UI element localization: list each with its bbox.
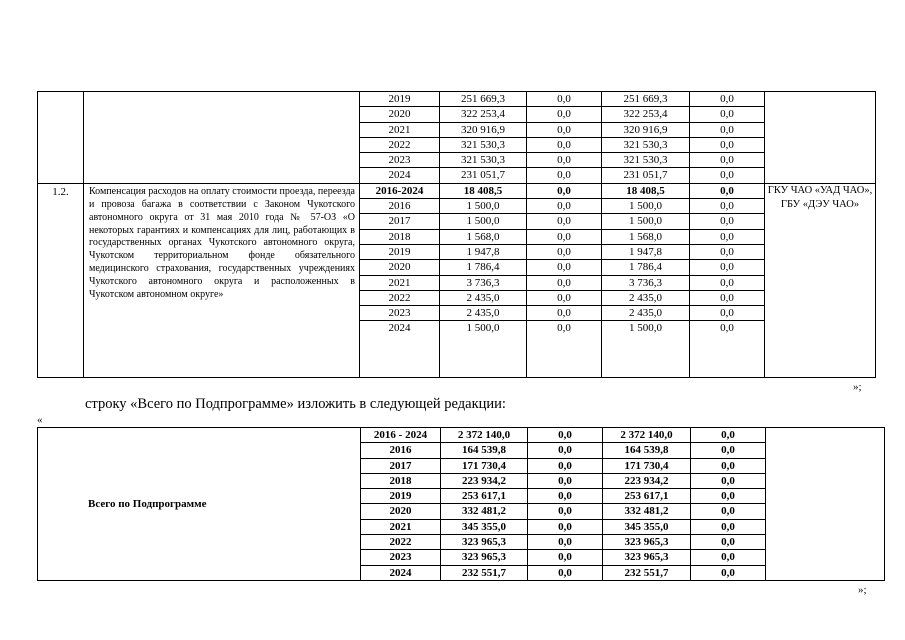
district-budget-cell: 251 669,3	[602, 92, 690, 107]
year-cell: 2017	[360, 214, 440, 229]
year-cell: 2023	[360, 153, 440, 168]
open-quote: «	[37, 414, 43, 426]
year-cell: 2018	[360, 229, 440, 244]
district-budget-cell: 171 730,4	[603, 458, 691, 473]
total-amount-cell: 251 669,3	[440, 92, 527, 107]
table-row	[38, 428, 885, 443]
total-amount-cell: 323 965,3	[441, 550, 528, 565]
other-sources-cell: 0,0	[691, 458, 766, 473]
executor-cell	[765, 92, 876, 184]
other-sources-cell: 0,0	[690, 153, 765, 168]
year-cell: 2016	[360, 199, 440, 214]
close-quote-2: »;	[858, 584, 867, 596]
other-sources-cell: 0,0	[691, 504, 766, 519]
row-number-cell	[38, 92, 84, 184]
federal-budget-cell: 0,0	[528, 443, 603, 458]
year-cell: 2016-2024	[360, 183, 440, 198]
total-amount-cell: 164 539,8	[441, 443, 528, 458]
year-cell: 2023	[361, 550, 441, 565]
year-cell: 2021	[360, 122, 440, 137]
other-sources-cell: 0,0	[690, 107, 765, 122]
federal-budget-cell: 0,0	[528, 428, 603, 443]
district-budget-cell: 2 435,0	[602, 306, 690, 321]
federal-budget-cell: 0,0	[528, 458, 603, 473]
district-budget-cell: 253 617,1	[603, 489, 691, 504]
other-sources-cell: 0,0	[691, 473, 766, 488]
total-amount-cell: 323 965,3	[441, 535, 528, 550]
other-sources-cell: 0,0	[690, 137, 765, 152]
year-cell: 2022	[361, 535, 441, 550]
district-budget-cell: 1 500,0	[602, 214, 690, 229]
federal-budget-cell: 0,0	[527, 229, 602, 244]
federal-budget-cell: 0,0	[527, 321, 602, 378]
district-budget-cell: 164 539,8	[603, 443, 691, 458]
executor-cell	[766, 428, 885, 581]
year-cell: 2021	[361, 519, 441, 534]
other-sources-cell: 0,0	[691, 428, 766, 443]
total-amount-cell: 1 947,8	[440, 244, 527, 259]
year-cell: 2016	[361, 443, 441, 458]
instruction-sentence: строку «Всего по Подпрограмме» изложить в следующей редакции:	[85, 396, 506, 412]
federal-budget-cell: 0,0	[527, 92, 602, 107]
federal-budget-cell: 0,0	[528, 550, 603, 565]
other-sources-cell: 0,0	[690, 92, 765, 107]
district-budget-cell: 322 253,4	[602, 107, 690, 122]
close-quote-1: »;	[853, 381, 862, 393]
total-amount-cell: 1 500,0	[440, 199, 527, 214]
year-cell: 2020	[360, 260, 440, 275]
other-sources-cell: 0,0	[691, 489, 766, 504]
table-row	[38, 183, 876, 198]
district-budget-cell: 231 051,7	[602, 168, 690, 183]
federal-budget-cell: 0,0	[527, 260, 602, 275]
district-budget-cell: 1 947,8	[602, 244, 690, 259]
district-budget-cell: 3 736,3	[602, 275, 690, 290]
table-row	[38, 92, 876, 107]
total-amount-cell: 321 530,3	[440, 137, 527, 152]
year-cell: 2019	[360, 92, 440, 107]
total-amount-cell: 2 435,0	[440, 290, 527, 305]
year-cell: 2021	[360, 275, 440, 290]
district-budget-cell: 223 934,2	[603, 473, 691, 488]
other-sources-cell: 0,0	[691, 535, 766, 550]
district-budget-cell: 1 500,0	[602, 321, 690, 378]
total-amount-cell: 321 530,3	[440, 153, 527, 168]
federal-budget-cell: 0,0	[528, 535, 603, 550]
total-amount-cell: 1 500,0	[440, 214, 527, 229]
other-sources-cell: 0,0	[690, 275, 765, 290]
year-cell: 2020	[360, 107, 440, 122]
other-sources-cell: 0,0	[690, 122, 765, 137]
other-sources-cell: 0,0	[690, 229, 765, 244]
district-budget-cell: 321 530,3	[602, 153, 690, 168]
other-sources-cell: 0,0	[691, 565, 766, 580]
year-cell: 2022	[360, 137, 440, 152]
other-sources-cell: 0,0	[690, 306, 765, 321]
item-description: Компенсация расходов на оплату стоимости проезда, переезда и провоза багажа в соответствии с Законом Чукотского автономного округа от 31 мая 2010 года № 57-ОЗ «О некоторых гарантиях и компенсациях для лиц, работающих в государственных органах Чукотского автономного округа, Чукотском территориальном фонде обязательного медицинского страхования, государственных учреждениях Чукотского автономного округа и расположенных в Чукотском автономном округе»	[84, 183, 360, 378]
district-budget-cell: 1 500,0	[602, 199, 690, 214]
total-amount-cell: 18 408,5	[440, 183, 527, 198]
federal-budget-cell: 0,0	[528, 489, 603, 504]
total-amount-cell: 223 934,2	[441, 473, 528, 488]
year-cell: 2019	[361, 489, 441, 504]
other-sources-cell: 0,0	[690, 244, 765, 259]
federal-budget-cell: 0,0	[528, 519, 603, 534]
total-amount-cell: 231 051,7	[440, 168, 527, 183]
total-amount-cell: 1 568,0	[440, 229, 527, 244]
other-sources-cell: 0,0	[691, 519, 766, 534]
district-budget-cell: 321 530,3	[602, 137, 690, 152]
district-budget-cell: 18 408,5	[602, 183, 690, 198]
federal-budget-cell: 0,0	[527, 107, 602, 122]
district-budget-cell: 332 481,2	[603, 504, 691, 519]
other-sources-cell: 0,0	[691, 550, 766, 565]
other-sources-cell: 0,0	[690, 168, 765, 183]
district-budget-cell: 323 965,3	[603, 550, 691, 565]
total-amount-cell: 322 253,4	[440, 107, 527, 122]
federal-budget-cell: 0,0	[527, 122, 602, 137]
item-number: 1.2.	[38, 183, 84, 378]
total-amount-cell: 2 435,0	[440, 306, 527, 321]
district-budget-cell: 323 965,3	[603, 535, 691, 550]
year-cell: 2020	[361, 504, 441, 519]
other-sources-cell: 0,0	[690, 214, 765, 229]
other-sources-cell: 0,0	[691, 443, 766, 458]
total-amount-cell: 320 916,9	[440, 122, 527, 137]
district-budget-cell: 1 786,4	[602, 260, 690, 275]
total-amount-cell: 2 372 140,0	[441, 428, 528, 443]
other-sources-cell: 0,0	[690, 260, 765, 275]
subprogram-total-table	[37, 427, 885, 581]
federal-budget-cell: 0,0	[527, 183, 602, 198]
total-amount-cell: 345 355,0	[441, 519, 528, 534]
total-amount-cell: 332 481,2	[441, 504, 528, 519]
other-sources-cell: 0,0	[690, 321, 765, 378]
district-budget-cell: 320 916,9	[602, 122, 690, 137]
program-table-continued	[37, 91, 876, 378]
description-cell	[84, 92, 360, 184]
year-cell: 2024	[360, 321, 440, 378]
district-budget-cell: 345 355,0	[603, 519, 691, 534]
total-amount-cell: 171 730,4	[441, 458, 528, 473]
total-label: Всего по Подпрограмме	[38, 428, 361, 581]
total-amount-cell: 1 786,4	[440, 260, 527, 275]
year-cell: 2024	[361, 565, 441, 580]
federal-budget-cell: 0,0	[527, 168, 602, 183]
federal-budget-cell: 0,0	[527, 153, 602, 168]
federal-budget-cell: 0,0	[527, 290, 602, 305]
other-sources-cell: 0,0	[690, 183, 765, 198]
year-cell: 2024	[360, 168, 440, 183]
federal-budget-cell: 0,0	[528, 504, 603, 519]
total-amount-cell: 1 500,0	[440, 321, 527, 378]
federal-budget-cell: 0,0	[528, 473, 603, 488]
federal-budget-cell: 0,0	[528, 565, 603, 580]
district-budget-cell: 232 551,7	[603, 565, 691, 580]
federal-budget-cell: 0,0	[527, 275, 602, 290]
year-cell: 2018	[361, 473, 441, 488]
district-budget-cell: 2 435,0	[602, 290, 690, 305]
year-cell: 2017	[361, 458, 441, 473]
federal-budget-cell: 0,0	[527, 199, 602, 214]
item-executor: ГКУ ЧАО «УАД ЧАО», ГБУ «ДЭУ ЧАО»	[765, 183, 876, 378]
federal-budget-cell: 0,0	[527, 214, 602, 229]
year-cell: 2019	[360, 244, 440, 259]
district-budget-cell: 1 568,0	[602, 229, 690, 244]
year-cell: 2022	[360, 290, 440, 305]
federal-budget-cell: 0,0	[527, 306, 602, 321]
district-budget-cell: 2 372 140,0	[603, 428, 691, 443]
year-cell: 2016 - 2024	[361, 428, 441, 443]
other-sources-cell: 0,0	[690, 290, 765, 305]
total-amount-cell: 232 551,7	[441, 565, 528, 580]
total-amount-cell: 3 736,3	[440, 275, 527, 290]
year-cell: 2023	[360, 306, 440, 321]
other-sources-cell: 0,0	[690, 199, 765, 214]
total-amount-cell: 253 617,1	[441, 489, 528, 504]
federal-budget-cell: 0,0	[527, 244, 602, 259]
federal-budget-cell: 0,0	[527, 137, 602, 152]
